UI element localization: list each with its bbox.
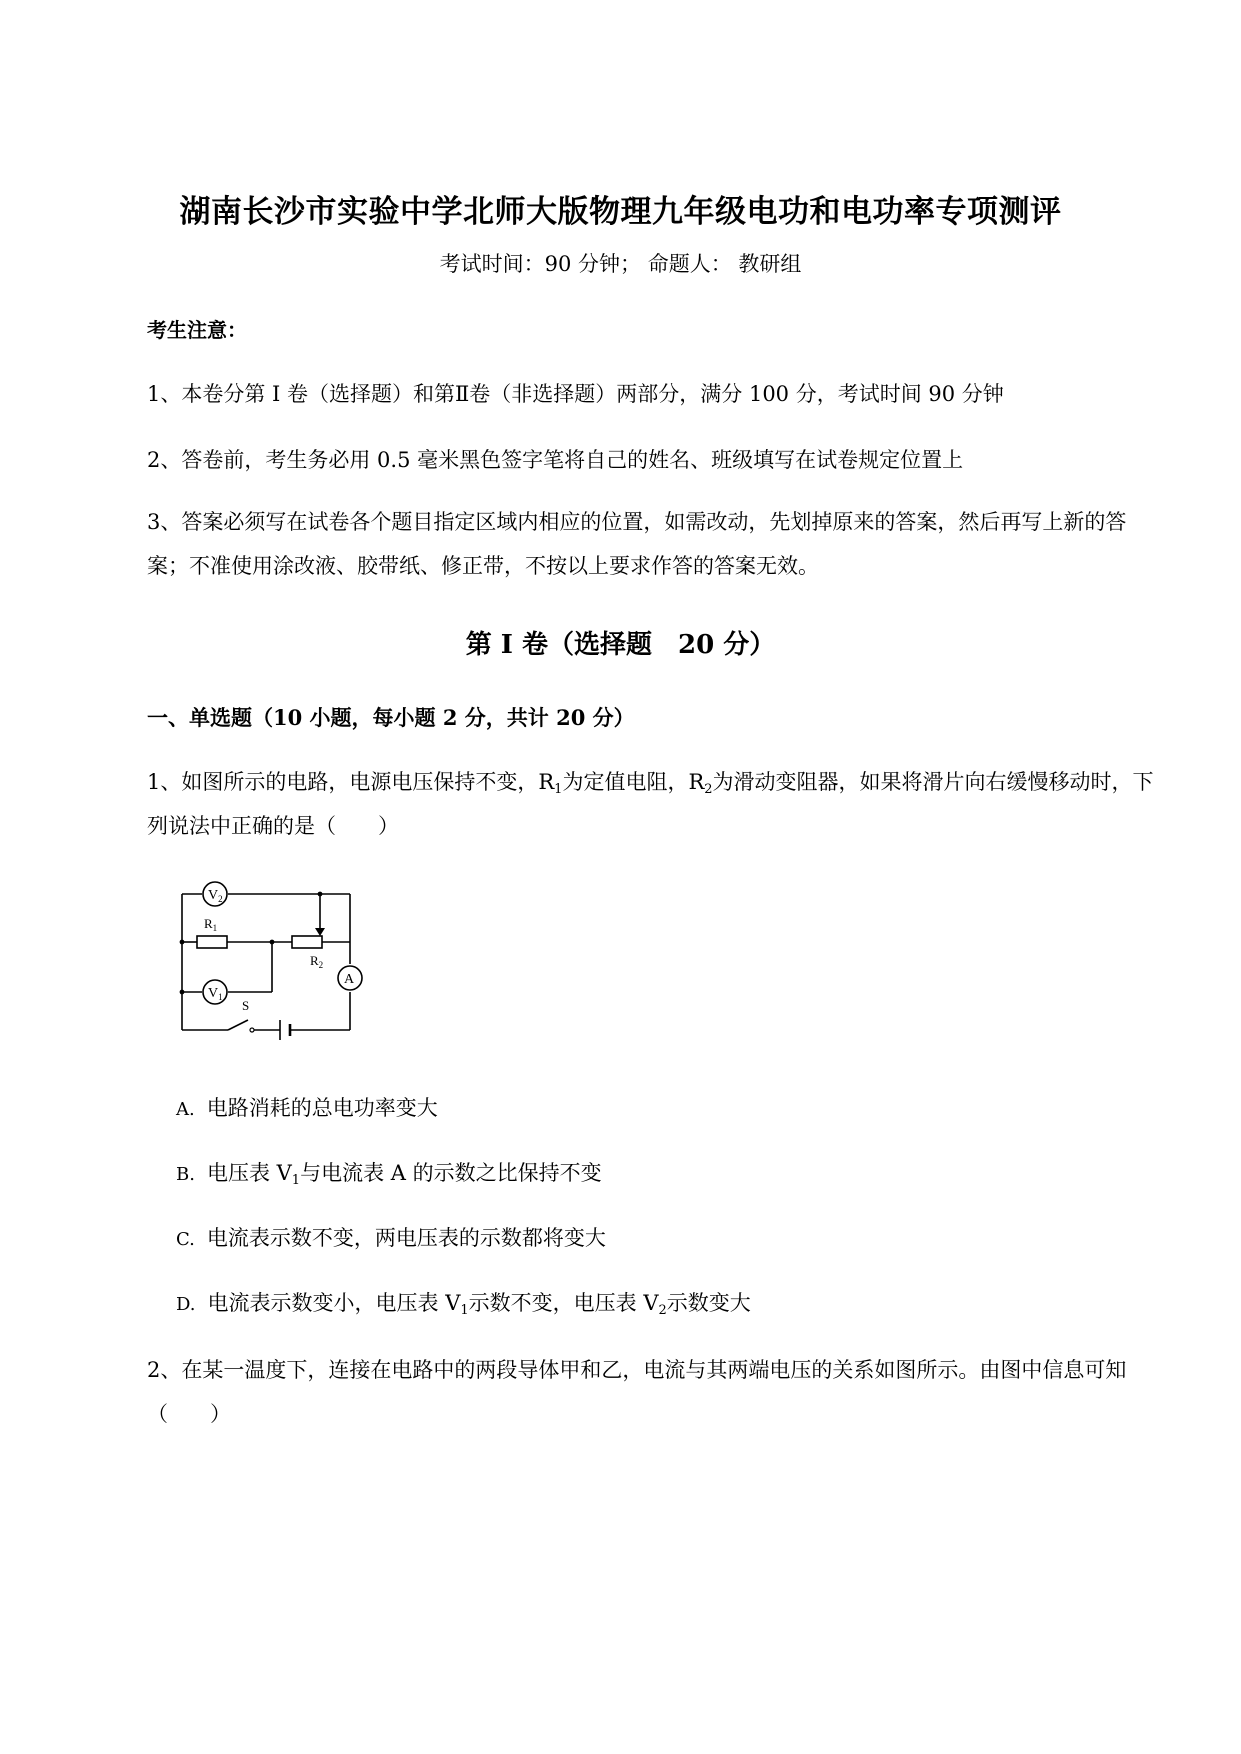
- exam-subtitle: 考试时间：90 分钟； 命题人： 教研组: [439, 252, 802, 276]
- question-1-stem: [147, 760, 1157, 848]
- subscript: 2: [704, 782, 713, 797]
- subscript: 1: [460, 1303, 469, 1318]
- option-text: 电流表示数不变，两电压表的示数都将变大: [206, 1226, 606, 1250]
- v1-label: $V_1$: [208, 986, 223, 1002]
- switch-icon: [228, 1020, 248, 1030]
- part-heading: 一、单选题（10 小题，每小题 2 分，共计 20 分）: [147, 705, 635, 730]
- subscript: 2: [658, 1303, 667, 1318]
- option-text: 示数变大: [666, 1291, 751, 1315]
- q1-text: 为定值电阻，R: [562, 770, 705, 794]
- junction-dot: [270, 940, 275, 945]
- notice-heading: 考生注意：: [147, 318, 247, 342]
- r1-label: $R_1$: [204, 916, 218, 933]
- notice-item: 3、答案必须写在试卷各个题目指定区域内相应的位置，如需改动，先划掉原来的答案，然后再写上新的答案；不准使用涂改液、胶带纸、修正带，不按以上要求作答的答案无效。: [147, 510, 1127, 578]
- switch-label: S: [242, 998, 250, 1013]
- option-text: 与电流表 A 的示数之比保持不变: [300, 1161, 602, 1185]
- option-letter: C.: [176, 1229, 195, 1250]
- option-letter: A.: [176, 1099, 195, 1120]
- option-letter: D.: [176, 1294, 196, 1315]
- q1-text: 为滑动变阻器，如果将滑片向右缓慢移动时，下列说法中正确的是（ ）: [147, 770, 1154, 838]
- resistor-r2-icon: [292, 936, 322, 948]
- option-text: 电流表示数变小，电压表 V: [207, 1291, 461, 1315]
- option-text: 示数不变，电压表 V: [468, 1291, 659, 1315]
- option-letter: B.: [176, 1164, 195, 1185]
- r2-label: $R_2$: [310, 953, 324, 970]
- notice-item: 2、答卷前，考生务必用 0.5 毫米黑色签字笔将自己的姓名、班级填写在试卷规定位置上: [147, 448, 964, 472]
- ammeter-label: A: [344, 972, 355, 987]
- junction-dot: [180, 990, 185, 995]
- option-d[interactable]: [176, 1287, 751, 1317]
- junction-dot: [318, 892, 323, 897]
- notice-item: 1、本卷分第 I 卷（选择题）和第Ⅱ卷（非选择题）两部分，满分 100 分，考试时间 90 分钟: [147, 382, 1004, 406]
- q1-text: 1、如图所示的电路，电源电压保持不变，R: [147, 770, 555, 794]
- resistor-r1-icon: [197, 936, 227, 948]
- option-a[interactable]: [176, 1092, 438, 1122]
- circuit-diagram: [170, 880, 370, 1050]
- option-text: 电路消耗的总电功率变大: [206, 1096, 438, 1120]
- subscript: 1: [554, 782, 563, 797]
- option-b[interactable]: [176, 1157, 602, 1187]
- slider-arrow-icon: [315, 928, 325, 936]
- exam-title: 湖南长沙市实验中学北师大版物理九年级电功和电功率专项测评: [179, 194, 1062, 230]
- option-text: 电压表 V: [206, 1161, 292, 1185]
- section-title: 第 I 卷（选择题 20 分）: [465, 630, 776, 660]
- subscript: 1: [291, 1173, 301, 1188]
- junction-dot: [180, 940, 185, 945]
- switch-contact: [250, 1028, 254, 1032]
- option-c[interactable]: [176, 1222, 606, 1252]
- v2-label: $V_2$: [208, 888, 223, 904]
- question-2-stem: 2、在某一温度下，连接在电路中的两段导体甲和乙，电流与其两端电压的关系如图所示。由图中信息可知（ ）: [147, 1358, 1127, 1426]
